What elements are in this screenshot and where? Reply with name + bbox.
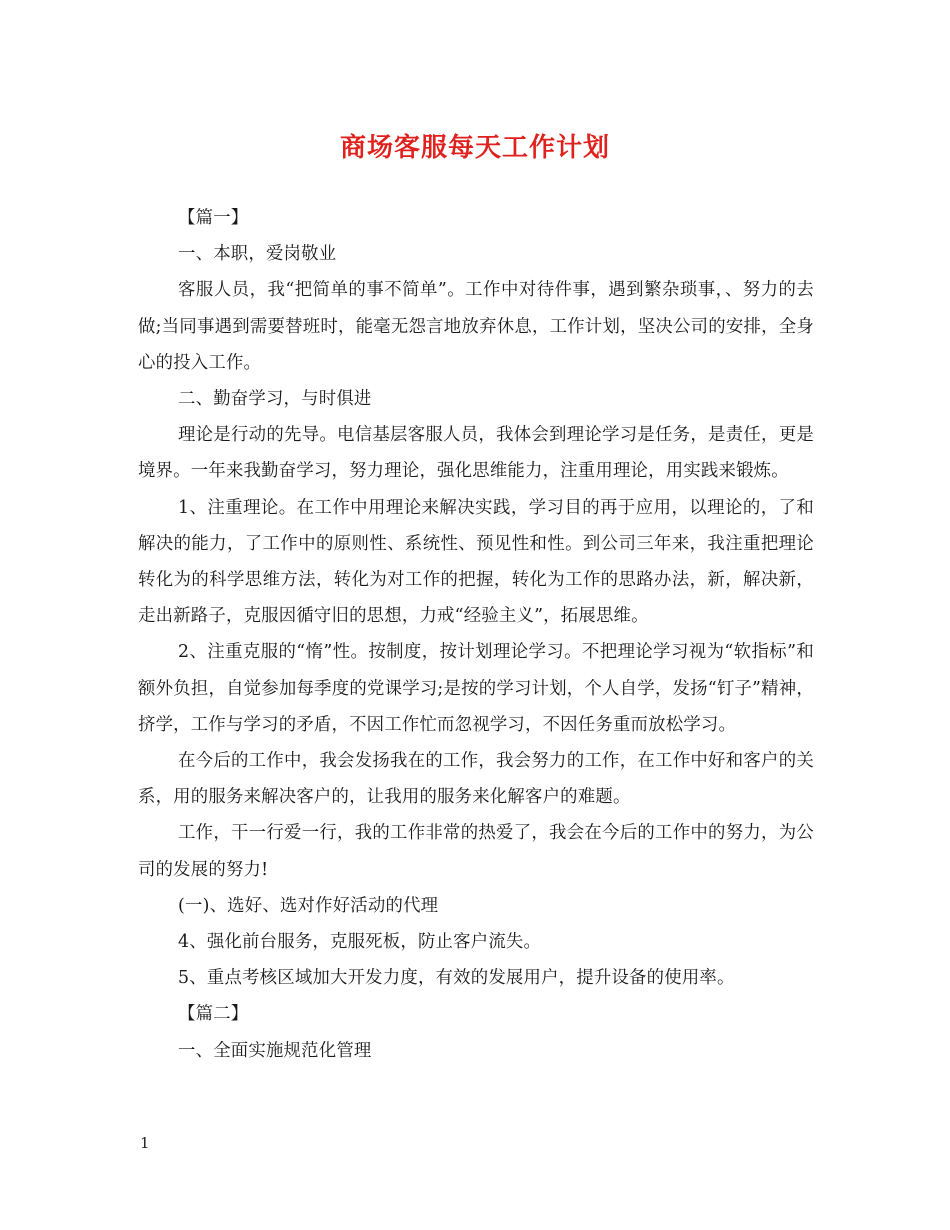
section-heading: 【篇一】: [178, 208, 249, 228]
paragraph: 工作，干一行爱一行，我的工作非常的热爱了，我会在今后的工作中的努力，为公司的发展的努力!: [138, 823, 814, 880]
paragraph: 1、注重理论。在工作中用理论来解决实践，学习目的再于应用，以理论的，了和解决的能力，了工作中的原则性、系统性、预见性和性。到公司三年来，我注重把理论转化为的科学思维方法，转化为对工作的把握，转化为工作的思路办法，新，解决新，走出新路子，克服因循守旧的思想，力戒“经验主义”，拓展思维。: [138, 497, 814, 627]
document-title: 商场客服每天工作计划: [339, 133, 610, 163]
page-number: 1: [140, 1134, 150, 1152]
paragraph: 在今后的工作中，我会发扬我在的工作，我会努力的工作，在工作中好和客户的关系，用的服务来解决客户的，让我用的服务来化解客户的难题。: [138, 751, 814, 808]
document-body: [138, 200, 814, 1069]
paragraph: 理论是行动的先导。电信基层客服人员，我体会到理论学习是任务，是责任，更是境界。一年来我勤奋学习，努力理论，强化思维能力，注重用理论，用实践来锻炼。: [138, 425, 814, 482]
paragraph: 2、注重克服的“惰”性。按制度，按计划理论学习。不把理论学习视为“软指标”和额外负担，自觉参加每季度的党课学习;是按的学习计划，个人自学，发扬“钉子”精神，挤学，工作与学习的矛盾，不因工作忙而忽视学习，不因任务重而放松学习。: [138, 642, 814, 735]
list-item: 5、重点考核区域加大开发力度，有效的发展用户，提升设备的使用率。: [178, 968, 735, 989]
subheading: 一、本职，爱岗敬业: [178, 244, 337, 265]
list-item: 4、强化前台服务，克服死板，防止客户流失。: [178, 932, 542, 953]
section-heading: 【篇二】: [178, 1004, 249, 1025]
subheading: 一、全面实施规范化管理: [178, 1040, 372, 1061]
subheading: 二、勤奋学习，与时俱进: [178, 389, 372, 410]
list-item: (一)、选好、选对作好活动的代理: [178, 895, 439, 916]
paragraph: 客服人员，我“把简单的事不简单”。工作中对待件事，遇到繁杂琐事，、努力的去做;当同事遇到需要替班时，能毫无怨言地放弃休息，工作计划，坚决公司的安排，全身心的投入工作。: [138, 280, 814, 373]
